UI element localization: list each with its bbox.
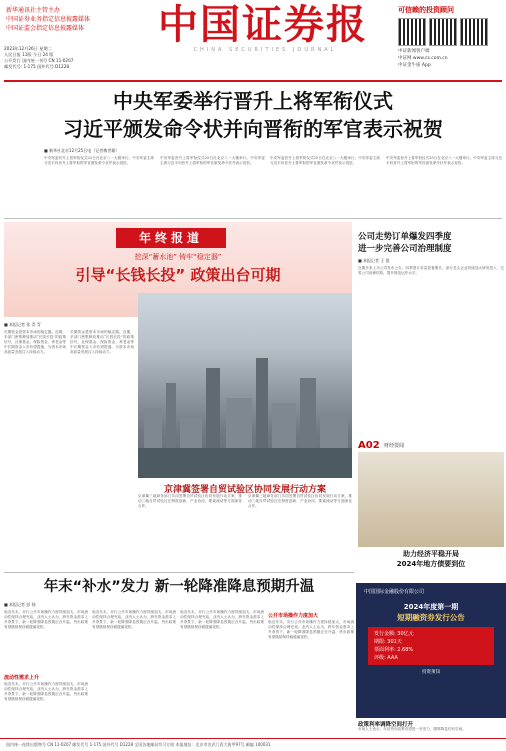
issue-line: 邮发代号: 1-175 国外代号:D1228 [4, 64, 70, 69]
photo-caption-body: 京津冀三地商务部门共同签署自贸试验区协同发展行动方案，推动三地自贸试验区在制度创新、产业协同、要素流动等方面深化合作。 [138, 494, 242, 508]
right-body: 近期多家上市公司发布公告，四季度订单量显著增长，部分龙头企业持续加大研发投入，完善公司治理结构，提升规范运作水平。 [358, 266, 504, 275]
divider [4, 572, 354, 573]
bottom-body: 临近年末，央行公开市场操作力度持续加大，市场流动性保持合理充裕。业内人士认为，跨年资金需求上升背景下，新一轮降准降息预期正在升温，货币政策有望继续保持稳健偏宽松。 [92, 610, 176, 629]
site-link[interactable]: 中证网 www.cs.com.cn [398, 56, 448, 61]
banner-subtitle: 挖深“蓄水池” 铸牢“稳定器” [134, 253, 222, 261]
a02-caption2: 2024年地方债要到位 [396, 560, 466, 568]
bottom-section1: 流动性需求上升 [4, 675, 40, 681]
issue-line: 人民日报 11版 今日 24 版 [4, 52, 54, 57]
masthead-left-line: 中国证券业务指定信息披露媒体 [6, 16, 91, 23]
bottom-body: 临近年末，央行公开市场操作力度持续加大，市场流动性保持合理充裕。业内人士认为，跨年资金需求上升背景下，新一轮降准降息预期正在升温，货币政策有望继续保持稳健偏宽松。 [4, 682, 88, 701]
ad-brand: 中国国际金融股份有限公司 [364, 589, 425, 595]
ad-item: 期限: 301天 [374, 639, 402, 645]
ad-below-body: 市场人士表示，年初货币政策有望进一步发力，降准降息仍有空间。 [358, 727, 466, 731]
a02-sub: 财经要闻 [384, 443, 405, 449]
banner-title: 引导“长钱长投” 政策出台可期 [75, 266, 281, 284]
masthead-left [6, 6, 156, 33]
bottom-section2: 公开市场操作力度加大 [268, 613, 319, 619]
a02-image [358, 452, 504, 547]
bottom-body: 临近年末，央行公开市场操作力度持续加大，市场流动性保持合理充裕。业内人士认为，跨年资金需求上升背景下，新一轮降准降息预期正在升温，货币政策有望继续保持稳健偏宽松。 [268, 620, 354, 639]
right-subtitle: 进一步完善公司治理制度 [358, 244, 452, 254]
ad-item: 评级: AAA [374, 655, 398, 661]
masthead-divider [4, 80, 502, 82]
headline-line1: 中央军委举行晋升上将军衔仪式 [113, 89, 393, 113]
bottom-byline: ■ 本报记者 彭 扬 [4, 602, 36, 607]
masthead-right [398, 5, 502, 69]
qr-code-icon[interactable] [429, 18, 457, 46]
headline-byline: ■ 新华社北京12月25日电（记者梅世雄） [44, 148, 120, 153]
right-byline: ■ 本报记者 王 凯 [358, 258, 390, 263]
a02-label: A02 [358, 440, 380, 451]
banner-byline: ■ 本报记者 张 青 青 [4, 322, 41, 327]
ad-below-title: 政策利率调降空间打开 [358, 722, 414, 728]
banner-body: 长期资金是资本市场的稳定器。近期，多部门密集释放推动“长钱长投”的政策信号，社保基金、保险资金、养老金等中长期资金入市有望提速，为资本市场高质量发展注入持续动力。 [70, 330, 134, 354]
headline-lead: 中央军委晋升上将军衔仪式25日在北京八一大楼举行。中央军委主席习近平向晋升上将军衔的军官颁发命令状并表示祝贺。 [44, 156, 154, 165]
ad-item: 发行金额: 30亿元 [374, 631, 414, 637]
photo-caption-title: 京津冀签署自贸试验区协同发展行动方案 [163, 485, 326, 495]
bottom-body: 临近年末，央行公开市场操作力度持续加大，市场流动性保持合理充裕。业内人士认为，跨年资金需求上升背景下，新一轮降准降息预期正在升温，货币政策有望继续保持稳健偏宽松。 [4, 610, 88, 629]
masthead-left-line: 新华通讯社主管主办 [6, 7, 61, 14]
ad-line1: 2024年度第一期 [403, 603, 459, 611]
page-footer [0, 738, 506, 751]
app-label: 中证新闻客户端 [398, 49, 430, 54]
newspaper-logo: 中国证券报 [158, 1, 368, 48]
ad-item: 票面利率: 2.68% [374, 647, 414, 653]
footer-text: 国内统一连续出版物号 CN 11-0207 邮发代号 1-175 国外代号 D1228 全国各地邮局均可订阅 本报地址：北京市宣武门西大街甲97号 邮编 100031 [6, 742, 271, 747]
headline-body: 中央军委晋升上将军衔仪式25日在北京八一大楼举行。中央军委主席习近平向晋升上将军衔的军官颁发命令状并表示祝贺。 [270, 156, 380, 165]
a02-caption: 助力经济平稳开局 [403, 550, 459, 558]
qr-code-icon[interactable] [398, 18, 426, 46]
banner-body: 长期资金是资本市场的稳定器。近期，多部门密集释放推动“长钱长投”的政策信号，社保基金、保险资金、养老金等中长期资金入市有望提速，为资本市场高质量发展注入持续动力。 [4, 330, 66, 354]
news-photo [138, 293, 352, 478]
advertisement[interactable] [356, 583, 506, 718]
qr-code-icon[interactable] [460, 18, 488, 46]
photo-caption-body: 京津冀三地商务部门共同签署自贸试验区协同发展行动方案，推动三地自贸试验区在制度创新、产业协同、要素流动等方面深化合作。 [248, 494, 352, 508]
headline-body: 中央军委晋升上将军衔仪式25日在北京八一大楼举行。中央军委主席习近平向晋升上将军衔的军官颁发命令状并表示祝贺。 [386, 156, 502, 165]
slogan: 可信赖的投资顾问 [398, 6, 454, 14]
right-title: 公司走势订单爆发四季度 [358, 232, 452, 242]
divider [4, 218, 502, 219]
headline-body: 中央军委晋升上将军衔仪式25日在北京八一大楼举行。中央军委主席习近平向晋升上将军衔的军官颁发命令状并表示祝贺。 [160, 156, 265, 165]
banner-tag: 年终报道 [116, 228, 226, 248]
tv-label: 中证金牛座 App [398, 63, 431, 68]
ad-note: 投资须知 [422, 670, 440, 675]
bottom-headline: 年末“补水”发力 新一轮降准降息预期升温 [43, 579, 315, 595]
bottom-body: 临近年末，央行公开市场操作力度持续加大，市场流动性保持合理充裕。业内人士认为，跨年资金需求上升背景下，新一轮降准降息预期正在升温，货币政策有望继续保持稳健偏宽松。 [180, 610, 264, 629]
masthead-left-line: 中国证监会指定信息披露媒体 [6, 25, 85, 32]
issue-info [4, 46, 124, 70]
issue-line: 公开发行 国内统一刊号 CN 11-0207 [4, 58, 74, 63]
headline-line2: 习近平颁发命令状并向晋衔的军官表示祝贺 [63, 117, 443, 141]
newspaper-logo-en: CHINA SECURITIES JOURNAL [193, 47, 337, 53]
ad-line2: 短期融资券发行公告 [397, 613, 465, 622]
issue-line: 2023年12月26日 星期二 [4, 46, 52, 51]
